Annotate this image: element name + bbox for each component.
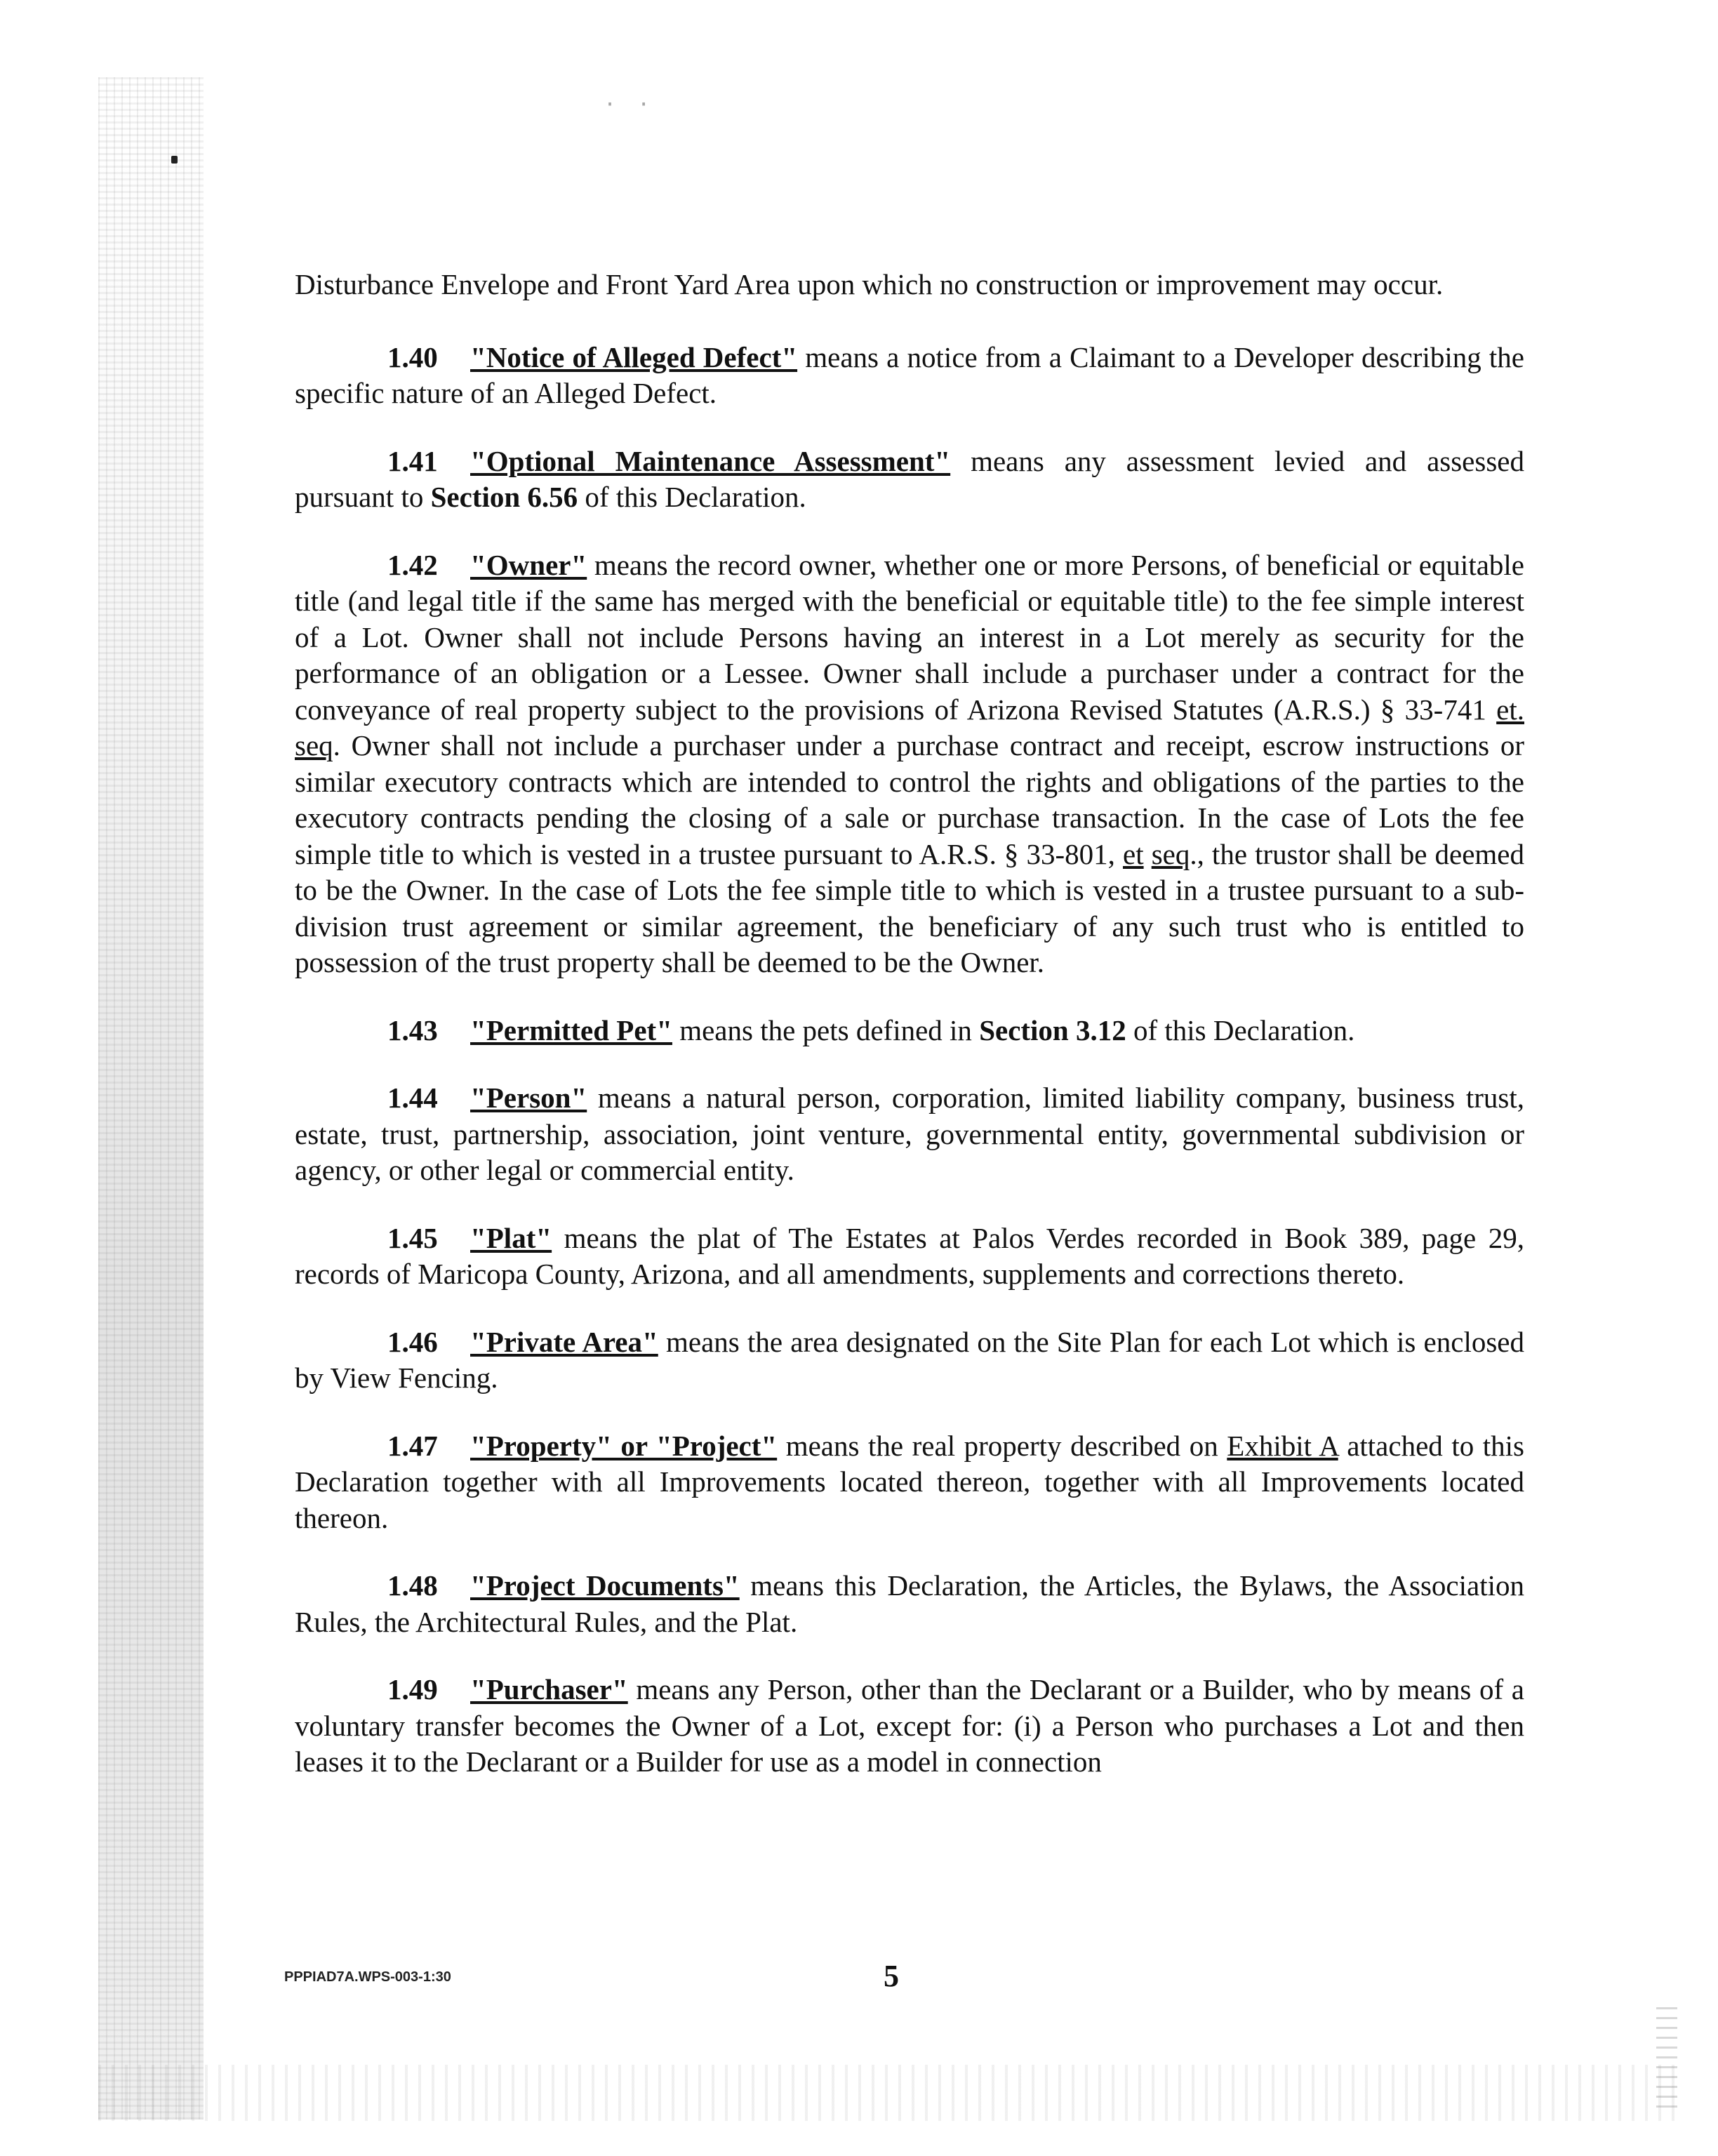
definition-text: . Owner shall not include a purchaser under a purchase contract and receipt, escrow instructions or similar executory contracts which are intended to control the rights and obligations of the parties to the executory contracts pending the closing of a sale or purchase transaction. In the case of Lots the fee simple title to which is vested in a trustee pursuant to A.R.S. § 33-801, [295,729,1524,870]
section-number: 1.49 [387,1673,438,1705]
section-number: 1.45 [387,1221,438,1254]
section-number: 1.41 [387,444,438,477]
section-number: 1.42 [387,548,438,581]
defined-term: "Optional Maintenance Assessment" [470,444,951,477]
footer-document-code: PPPIAD7A.WPS-003-1:30 [284,1969,451,1985]
et-seq: seq [1151,837,1190,870]
definition-text: attached to this Declaration together with all Improvements located thereon, together with all Improvements located thereon. [295,1429,1525,1534]
section-number: 1.40 [387,340,438,373]
definition-text: means the record owner, whether one or more Persons, of beneficial or equitable title (and legal title if the same has merged with the beneficial or equitable title) to the fee simple interest of a Lot. Owner shall not include Persons having an interest in a Lot merely as security for the performance of an obligation or a Lessee. Owner shall include a purchaser under a contract for the conveyance of real property subject to the provisions of Arizona Revised Statutes (A.R.S.) § 33-741 [295,548,1524,726]
definition-1-40 [295,340,1524,412]
defined-term: "Private Area" [470,1325,658,1358]
section-number: 1.48 [387,1569,438,1602]
scan-noise-strip [98,77,204,2120]
defined-term: "Owner" [470,548,587,581]
definition-1-43 [295,1013,1524,1049]
continued-paragraph: Disturbance Envelope and Front Yard Area upon which no construction or improvement may occur. [295,268,1444,300]
defined-term: "Property" or "Project" [470,1429,778,1462]
definition-text: means a natural person, corporation, limited liability company, business trust, estate, trust, partnership, association, joint venture, governmental entity, governmental subdivision or agency, or other legal or commercial entity. [295,1082,1524,1186]
definition-text: means the pets defined in [672,1013,980,1046]
definition-text: means any Person, other than the Declarant or a Builder, who by means of a voluntary transfer becomes the Owner of a Lot, except for: (i) a Person who purchases a Lot and then leases it to the Declarant or a Builder for use as a model in connection [295,1673,1524,1778]
definition-1-42 [295,547,1524,981]
et-seq: et. seq [295,693,1524,761]
defined-term: "Project Documents" [470,1569,740,1602]
scan-speck [171,156,178,164]
section-reference: Section 6.56 [430,481,578,513]
definition-text: of this Declaration. [578,481,806,513]
definition-text: of this Declaration. [1126,1013,1355,1046]
defined-term: "Permitted Pet" [470,1013,672,1046]
definition-text: means this Declaration, the Articles, the Bylaws, the Association Rules, the Architectural Rules, and the Plat. [295,1569,1524,1638]
section-number: 1.47 [387,1429,438,1462]
definition-1-45 [295,1220,1524,1293]
definition-1-41 [295,444,1524,516]
section-number: 1.46 [387,1325,438,1358]
section-reference: Section 3.12 [979,1013,1126,1046]
definition-1-46 [295,1324,1524,1397]
definition-1-48 [295,1568,1524,1640]
definition-text: ., the trustor shall be deemed to be the Owner. In the case of Lots the fee simple title to which is vested in a trustee pursuant to a sub-division trust agreement or similar agreement, the beneficiary of any such trust who is entitled to possession of the trust property shall be deemed to be the Owner. [295,837,1524,978]
defined-term: "Notice of Alleged Defect" [470,340,798,373]
et-seq: et [1123,837,1144,870]
bottom-scan-noise [98,2065,1677,2121]
definition-1-49 [295,1672,1524,1781]
definition-1-47 [295,1428,1524,1537]
definition-1-44 [295,1080,1524,1189]
definition-text: means the plat of The Estates at Palos Verdes recorded in Book 389, page 29, records of Maricopa County, Arizona, and all amendments, supplements and corrections thereto. [295,1221,1524,1290]
definition-text: means a notice from a Claimant to a Developer describing the specific nature of an Alleged Defect. [295,340,1524,409]
defined-term: "Plat" [470,1221,552,1254]
page-number: 5 [884,1959,899,1993]
exhibit-reference: Exhibit A [1227,1429,1338,1462]
section-number: 1.43 [387,1013,438,1046]
definition-text: means the area designated on the Site Plan for each Lot which is enclosed by View Fencing. [295,1325,1524,1394]
defined-term: "Purchaser" [470,1673,628,1705]
section-number: 1.44 [387,1082,438,1114]
right-scan-noise [1656,2007,1677,2112]
defined-term: "Person" [470,1082,587,1114]
definition-text: means the real property described on [777,1429,1227,1462]
definition-text: means any assessment levied and assessed pursuant to [295,444,1524,513]
document-body [295,267,1524,1812]
header-scan-mark: · · [604,93,655,117]
